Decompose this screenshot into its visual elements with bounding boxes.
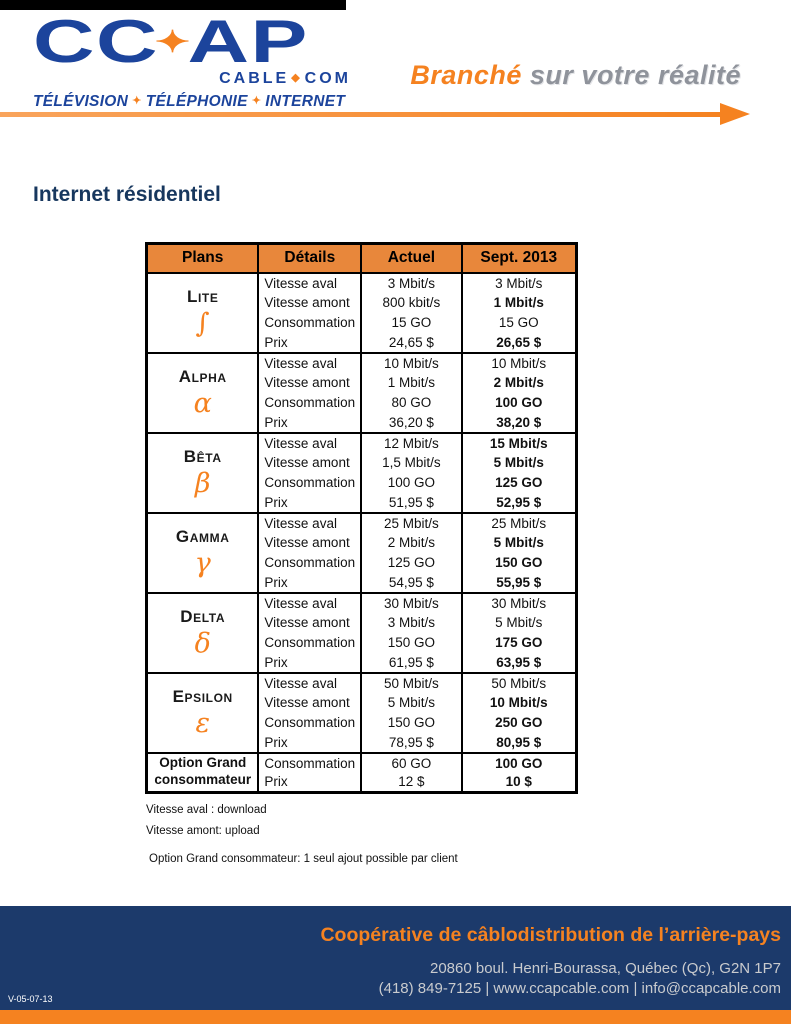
sept-value: 38,20 $ — [462, 413, 577, 433]
plans-table — [145, 242, 578, 794]
detail-label: Vitesse aval — [258, 673, 361, 693]
actuel-value: 150 GO — [361, 633, 461, 653]
sept-value: 10 $ — [462, 773, 577, 793]
sept-value: 10 Mbit/s — [462, 693, 577, 713]
plan-cell — [147, 593, 259, 673]
plan-symbol-icon: γ — [194, 547, 211, 579]
sept-value: 15 Mbit/s — [462, 433, 577, 453]
actuel-value: 125 GO — [361, 553, 461, 573]
plan-detail-row — [147, 433, 577, 453]
actuel-value: 2 Mbit/s — [361, 533, 461, 553]
slogan — [410, 60, 741, 91]
plan-cell — [147, 353, 259, 433]
sept-value: 55,95 $ — [462, 573, 577, 593]
plans-table-body — [147, 273, 577, 793]
logo-services-line — [33, 93, 353, 111]
plan-name: Lite — [186, 286, 219, 306]
orange-rule-arrow-icon — [720, 103, 750, 125]
detail-label: Vitesse aval — [258, 513, 361, 533]
sept-value: 2 Mbit/s — [462, 373, 577, 393]
column-header-sept-2013: Sept. 2013 — [462, 244, 577, 273]
plan-name: Epsilon — [172, 686, 233, 706]
sept-value: 125 GO — [462, 473, 577, 493]
sept-value: 25 Mbit/s — [462, 513, 577, 533]
sept-value: 10 Mbit/s — [462, 353, 577, 373]
actuel-value: 30 Mbit/s — [361, 593, 461, 613]
footnote: Vitesse amont: upload — [146, 825, 260, 837]
actuel-value: 800 kbit/s — [361, 293, 461, 313]
detail-label: Prix — [258, 733, 361, 753]
actuel-value: 25 Mbit/s — [361, 513, 461, 533]
slogan-rest: sur votre réalité — [521, 60, 741, 90]
detail-label: Vitesse amont — [258, 693, 361, 713]
footer-address: 20860 boul. Henri-Bourassa, Québec (Qc), G2N 1P7 — [429, 960, 781, 977]
detail-label: Consommation — [258, 473, 361, 493]
sept-value: 5 Mbit/s — [462, 613, 577, 633]
sept-value: 5 Mbit/s — [462, 533, 577, 553]
plan-cell — [147, 273, 259, 353]
actuel-value: 15 GO — [361, 313, 461, 333]
actuel-value: 51,95 $ — [361, 493, 461, 513]
actuel-value: 12 $ — [361, 773, 461, 793]
actuel-value: 36,20 $ — [361, 413, 461, 433]
service-television: TÉLÉVISION — [33, 93, 129, 110]
cable-label: CABLE — [219, 70, 290, 87]
sept-value: 150 GO — [462, 553, 577, 573]
page-title: Internet résidentiel — [33, 183, 221, 206]
plan-detail-row — [147, 273, 577, 293]
detail-label: Vitesse amont — [258, 613, 361, 633]
actuel-value: 10 Mbit/s — [361, 353, 461, 373]
detail-label: Consommation — [258, 313, 361, 333]
ccap-logo — [33, 8, 353, 111]
logo-text-ap: AP — [187, 8, 309, 75]
plan-cell — [147, 513, 259, 593]
sept-value: 30 Mbit/s — [462, 593, 577, 613]
actuel-value: 3 Mbit/s — [361, 613, 461, 633]
plan-detail-row — [147, 513, 577, 533]
page-header — [0, 8, 791, 114]
plan-detail-row — [147, 593, 577, 613]
sept-value: 100 GO — [462, 753, 577, 773]
detail-label: Vitesse aval — [258, 433, 361, 453]
sept-value: 26,65 $ — [462, 333, 577, 353]
logo-text-cc: CC — [33, 8, 159, 75]
detail-label: Prix — [258, 653, 361, 673]
header-row — [147, 244, 577, 273]
detail-label: Vitesse aval — [258, 593, 361, 613]
plan-name: Alpha — [178, 366, 227, 386]
sept-value: 3 Mbit/s — [462, 273, 577, 293]
plan-name: Option Grand consommateur — [154, 755, 252, 788]
version-label: V-05-07-13 — [8, 994, 53, 1004]
footnote: Vitesse aval : download — [146, 804, 267, 816]
slogan-highlight: Branché — [410, 60, 522, 90]
plan-symbol-icon: β — [194, 467, 211, 499]
actuel-value: 3 Mbit/s — [361, 273, 461, 293]
sept-value: 5 Mbit/s — [462, 453, 577, 473]
footer-coop-name: Coopérative de câblodistribution de l’arrière-pays — [320, 924, 781, 946]
detail-label: Vitesse aval — [258, 353, 361, 373]
actuel-value: 24,65 $ — [361, 333, 461, 353]
detail-label: Consommation — [258, 633, 361, 653]
plan-symbol-icon: α — [193, 387, 212, 419]
star-separator-icon: ✦ — [251, 95, 262, 107]
plan-name: Gamma — [175, 526, 230, 546]
detail-label: Prix — [258, 773, 361, 793]
detail-label: Vitesse amont — [258, 373, 361, 393]
star-separator-icon: ✦ — [132, 95, 142, 107]
detail-label: Vitesse aval — [258, 273, 361, 293]
detail-label: Consommation — [258, 393, 361, 413]
sept-value: 15 GO — [462, 313, 577, 333]
sept-value: 250 GO — [462, 713, 577, 733]
plan-detail-row — [147, 753, 577, 773]
plan-detail-row — [147, 673, 577, 693]
actuel-value: 1,5 Mbit/s — [361, 453, 461, 473]
actuel-value: 1 Mbit/s — [361, 373, 461, 393]
sept-value: 100 GO — [462, 393, 577, 413]
bottom-orange-bar — [0, 1010, 791, 1024]
footnotes — [146, 804, 458, 874]
detail-label: Prix — [258, 493, 361, 513]
service-internet: INTERNET — [265, 93, 346, 110]
actuel-value: 80 GO — [361, 393, 461, 413]
plan-cell — [147, 673, 259, 753]
plan-detail-row — [147, 353, 577, 373]
actuel-value: 78,95 $ — [361, 733, 461, 753]
actuel-value: 5 Mbit/s — [361, 693, 461, 713]
sept-value: 63,95 $ — [462, 653, 577, 673]
detail-label: Prix — [258, 413, 361, 433]
diamond-icon: ◆ — [291, 72, 303, 84]
column-header-plans: Plans — [147, 244, 259, 273]
plan-name: Bêta — [183, 446, 222, 466]
footer — [0, 906, 791, 1010]
actuel-value: 12 Mbit/s — [361, 433, 461, 453]
detail-label: Vitesse amont — [258, 453, 361, 473]
column-header-details: Détails — [258, 244, 361, 273]
column-header-actuel: Actuel — [361, 244, 461, 273]
actuel-value: 50 Mbit/s — [361, 673, 461, 693]
detail-label: Vitesse amont — [258, 533, 361, 553]
actuel-value: 150 GO — [361, 713, 461, 733]
detail-label: Prix — [258, 573, 361, 593]
plan-symbol-icon: ε — [195, 707, 210, 739]
plan-symbol-icon: δ — [194, 627, 211, 659]
sept-value: 1 Mbit/s — [462, 293, 577, 313]
orange-rule — [0, 112, 722, 117]
detail-label: Consommation — [258, 553, 361, 573]
sept-value: 52,95 $ — [462, 493, 577, 513]
sept-value: 50 Mbit/s — [462, 673, 577, 693]
plan-name: Delta — [180, 606, 226, 626]
logo-star-icon: ✦ — [154, 26, 192, 59]
actuel-value: 60 GO — [361, 753, 461, 773]
footer-contact: (418) 849-7125 | www.ccapcable.com | info@ccapcable.com — [378, 980, 781, 997]
com-label: COM — [304, 70, 351, 87]
sept-value: 175 GO — [462, 633, 577, 653]
footnote: Option Grand consommateur: 1 seul ajout possible par client — [149, 853, 458, 865]
detail-label: Consommation — [258, 713, 361, 733]
actuel-value: 54,95 $ — [361, 573, 461, 593]
actuel-value: 61,95 $ — [361, 653, 461, 673]
actuel-value: 100 GO — [361, 473, 461, 493]
plan-cell — [147, 433, 259, 513]
detail-label: Vitesse amont — [258, 293, 361, 313]
detail-label: Consommation — [258, 753, 361, 773]
service-telephonie: TÉLÉPHONIE — [145, 93, 248, 110]
sept-value: 80,95 $ — [462, 733, 577, 753]
plan-cell — [147, 753, 259, 793]
detail-label: Prix — [258, 333, 361, 353]
plans-table-head — [147, 244, 577, 273]
plan-symbol-icon: ∫ — [195, 307, 210, 339]
